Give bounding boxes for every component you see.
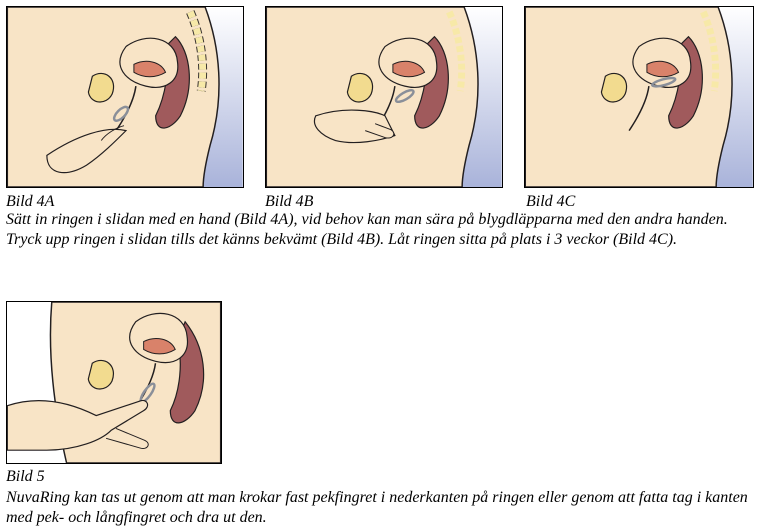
caption-4a: Bild 4A	[6, 193, 55, 210]
anatomy-in-place-illustration	[525, 7, 753, 187]
insertion-instructions: Sätt in ringen i slidan med en hand (Bild 4A), vid behov kan man sära på blygdläpparna med den andra handen. Tryck upp ringen i slidan tills det känns bekvämt (Bild 4B). Låt ringen sitta på plats i 3 veckor (Bild 4C).	[6, 211, 728, 248]
figure-4c-illustration	[524, 6, 754, 188]
anatomy-insertion-illustration	[7, 7, 243, 187]
anatomy-removal-illustration	[7, 302, 221, 463]
figure-5-illustration	[6, 301, 222, 464]
removal-instructions: NuvaRing kan tas ut genom att man krokar fast pekfingret i nederkanten på ringen eller genom att fatta tag i kanten med pek- och långfingret och dra ut den.	[6, 489, 748, 526]
figure-4a-illustration	[6, 6, 244, 188]
caption-4c: Bild 4C	[526, 193, 576, 210]
figure-4b-illustration	[265, 6, 503, 188]
anatomy-push-illustration	[266, 7, 502, 187]
caption-4b: Bild 4B	[265, 193, 314, 210]
caption-5: Bild 5	[6, 468, 45, 485]
